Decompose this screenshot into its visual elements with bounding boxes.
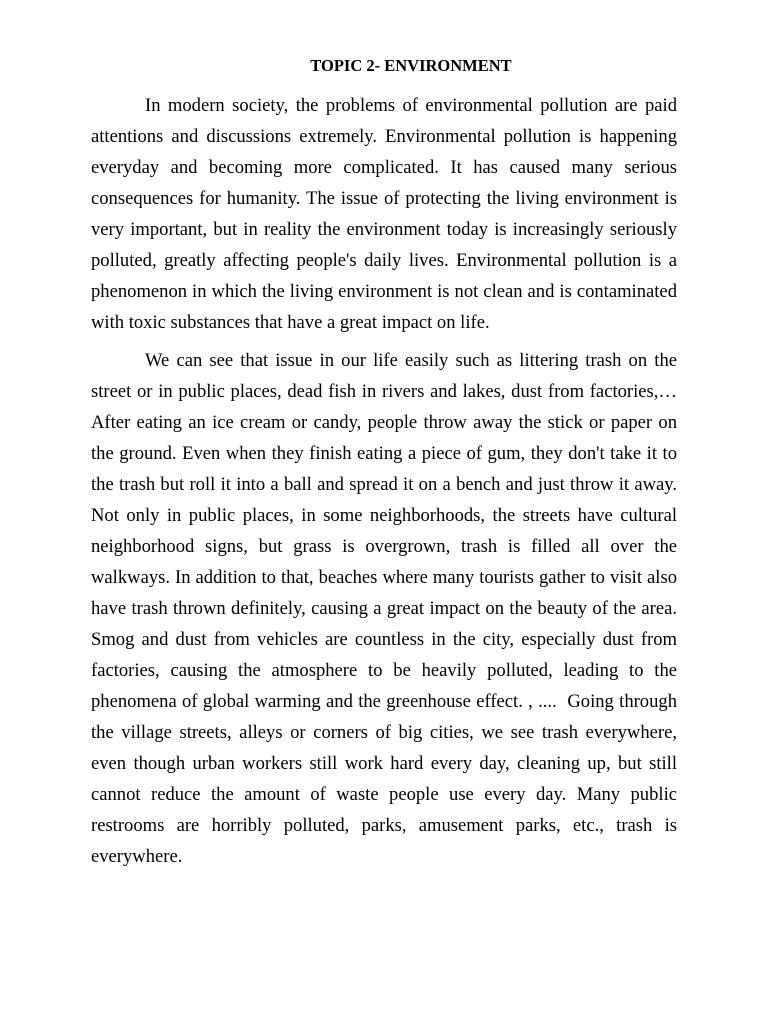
- document-body: [91, 90, 682, 879]
- document-title: TOPIC 2- ENVIRONMENT: [310, 56, 512, 75]
- paragraph-2: We can see that issue in our life easily such as littering trash on the street or in public places, dead fish in rivers and lakes, dust from factories,… After eating an ice cream or candy, people throw away the stick or paper on the ground. Even when they finish eating a piece of gum, they don't take it to the trash but roll it into a ball and spread it on a bench and just throw it away. Not only in public places, in some neighborhoods, the streets have cultural neighborhood signs, but grass is overgrown, trash is filled all over the walkways. In addition to that, beaches where many tourists gather to visit also have trash thrown definitely, causing a great impact on the beauty of the area. Smog and dust from vehicles are countless in the city, especially dust from factories, causing the atmosphere to be heavily polluted, leading to the phenomena of global warming and the greenhouse effect. , .... Going through the village streets, alleys or corners of big cities, we see trash everywhere, even though urban workers still work hard every day, cleaning up, but still cannot reduce the amount of waste people use every day. Many public restrooms are horribly polluted, parks, amusement parks, etc., trash is everywhere.: [91, 350, 682, 867]
- paragraph-1: In modern society, the problems of environmental pollution are paid attentions and discussions extremely. Environmental pollution is happening everyday and becoming more complicated. It has caused many serious consequences for humanity. The issue of protecting the living environment is very important, but in reality the environment today is increasingly seriously polluted, greatly affecting people's daily lives. Environmental pollution is a phenomenon in which the living environment is not clean and is contaminated with toxic substances that have a great impact on life.: [91, 95, 682, 333]
